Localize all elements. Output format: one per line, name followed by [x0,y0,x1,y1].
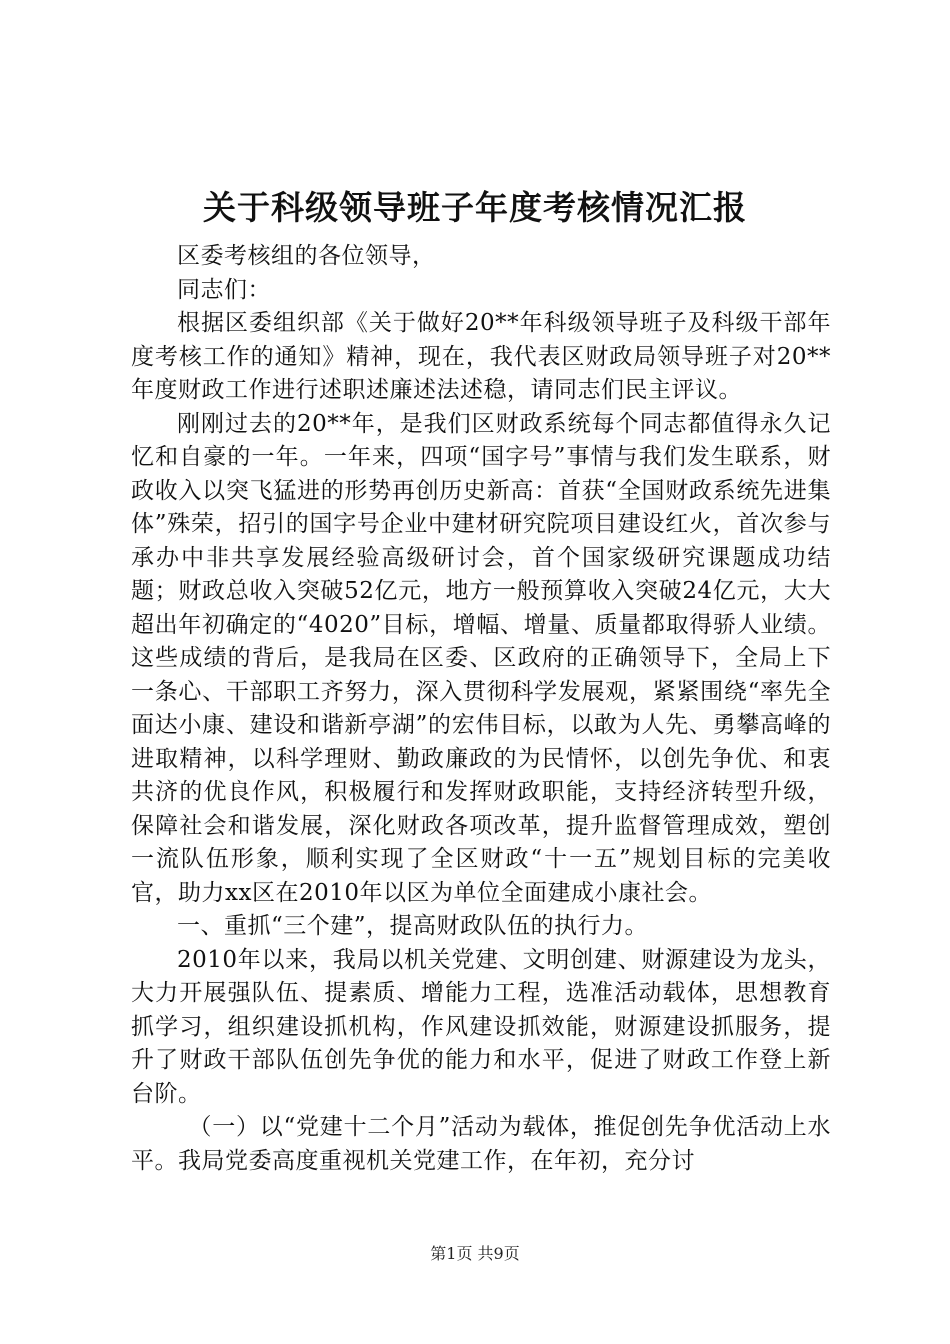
salutation-line: 区委考核组的各位领导， [177,243,436,269]
body-paragraph: 刚刚过去的20**年，是我们区财政系统每个同志都值得永久记忆和自豪的一年。一年来，四项“国字号”事情与我们发生联系，财政收入以突飞猛进的形势再创历史新高：首获“全国财政系统先进集体”殊荣，招引的国字号企业中建材研究院项目建设红火，首次参与承办中非共享发展经验高级研讨会，首个国家级研究课题成功结题；财政总收入突破52亿元，地方一般预算收入突破24亿元，大大超出年初确定的“4020”目标，增幅、增量、质量都取得骄人业绩。这些成绩的背后，是我局在区委、区政府的正确领导下，全局上下一条心、干部职工齐努力，深入贯彻科学发展观，紧紧围绕“率先全面达小康、建设和谐新亭湖”的宏伟目标，以敢为人先、勇攀高峰的进取精神，以科学理财、勤政廉政的为民情怀，以创先争优、和衷共济的优良作风，积极履行和发挥财政职能，支持经济转型升级，保障社会和谐发展，深化财政各项改革，提升监督管理成效，塑创一流队伍形象，顺利实现了全区财政“十一五”规划目标的完美收官，助力xx区在2010年以区为单位全面建成小康社会。 [131,410,831,906]
body-paragraph: 根据区委组织部《关于做好20**年科级领导班子及科级干部年度考核工作的通知》精神，现在，我代表区财政局领导班子对20**年度财政工作进行述职述廉述法述稳，请同志们民主评议。 [131,310,831,403]
salutation-line: 同志们： [177,276,271,303]
section-heading: 一、重抓“三个建”，提高财政队伍的执行力。 [177,913,649,939]
document-body [131,240,831,1178]
page-number-footer: 第1页 共9页 [430,1244,520,1263]
document-title: 关于科级领导班子年度考核情况汇报 [203,188,747,227]
subsection-paragraph: （一）以“党建十二个月”活动为载体，推促创先争优活动上水平。我局党委高度重视机关党建工作，在年初，充分讨 [131,1114,831,1174]
body-paragraph: 2010年以来，我局以机关党建、文明创建、财源建设为龙头，大力开展强队伍、提素质、增能力工程，选准活动载体，思想教育抓学习，组织建设抓机构，作风建设抓效能，财源建设抓服务，提升了财政干部队伍创先争优的能力和水平，促进了财政工作登上新台阶。 [131,946,831,1107]
